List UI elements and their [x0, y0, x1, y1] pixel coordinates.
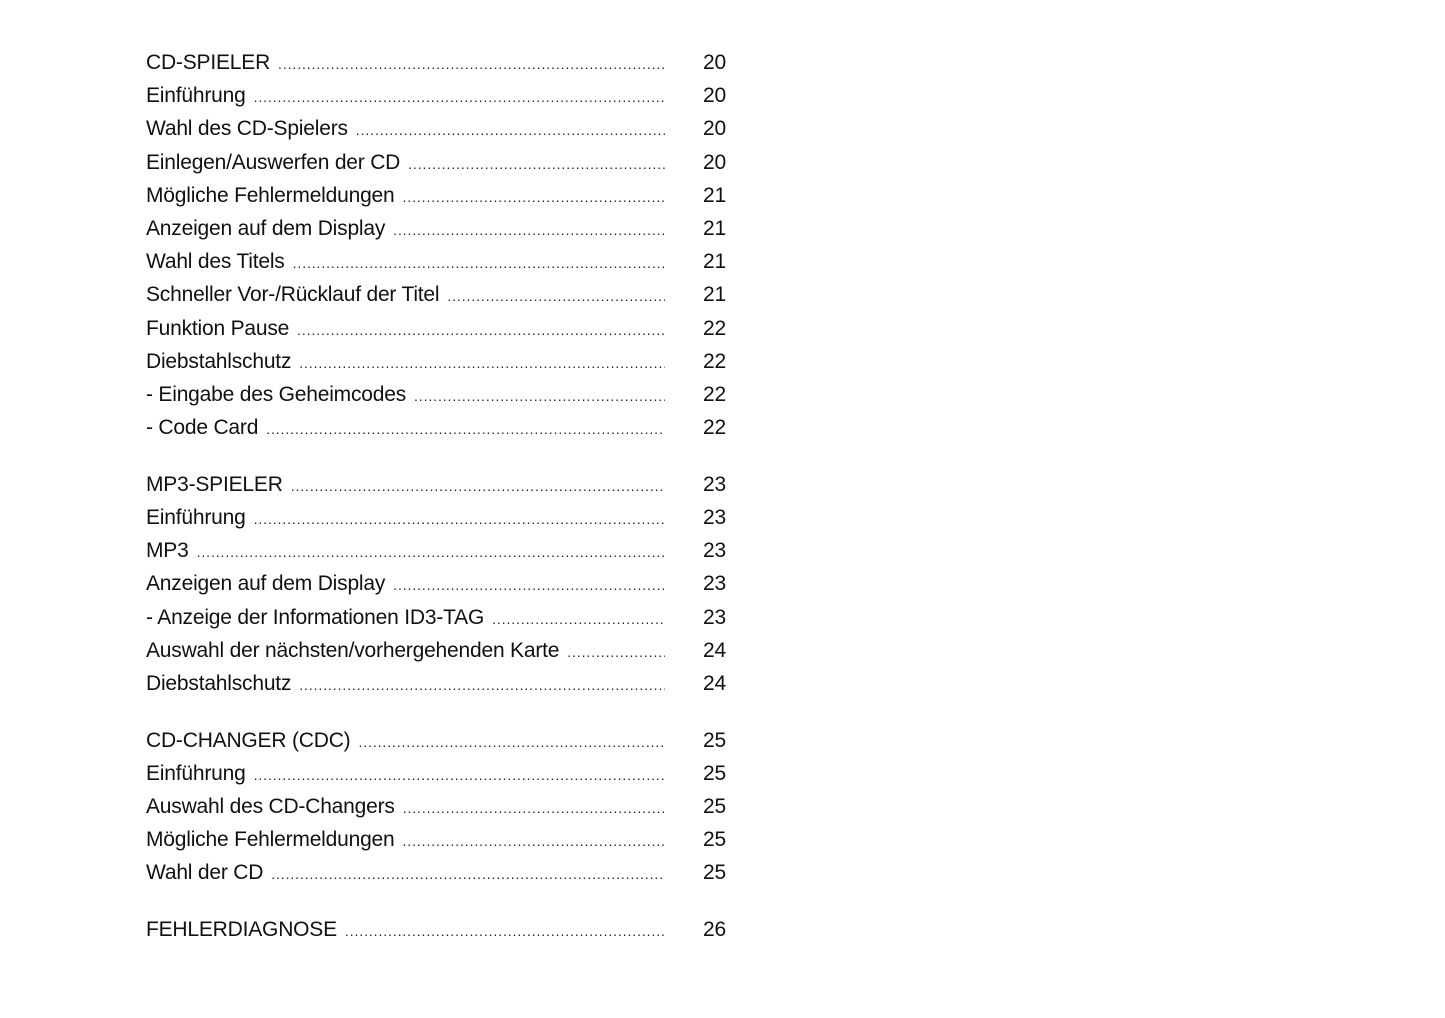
toc-section [146, 913, 726, 946]
dot-leader [414, 380, 665, 413]
toc-entry-page-number: 25 [703, 794, 726, 818]
toc-entry [146, 567, 726, 600]
table-of-contents [146, 46, 726, 946]
toc-entry-page-number: 22 [703, 316, 726, 340]
toc-entry-title: FEHLERDIAGNOSE [146, 918, 337, 941]
dot-leader [567, 636, 665, 669]
toc-entry [146, 345, 726, 378]
toc-entry-page-number: 22 [703, 349, 726, 373]
toc-entry-page-number: 23 [703, 539, 726, 563]
toc-entry-title: Mögliche Fehlermeldungen [146, 828, 395, 852]
toc-entry-title: MP3 [146, 539, 189, 563]
toc-entry-title: Einführung [146, 505, 246, 529]
toc-entry [146, 534, 726, 567]
toc-entry-page-number: 23 [703, 572, 726, 596]
toc-entry-title: Schneller Vor-/Rücklauf der Titel [146, 283, 440, 307]
dot-leader [291, 470, 665, 503]
toc-entry [146, 913, 726, 946]
toc-entry [146, 501, 726, 534]
toc-entry-page-number: 21 [703, 216, 726, 240]
toc-entry-page-number: 25 [703, 728, 726, 752]
dot-leader [403, 825, 665, 858]
dot-leader [403, 792, 665, 825]
toc-section [146, 724, 726, 890]
toc-entry-title: Wahl der CD [146, 861, 264, 885]
dot-leader [278, 48, 665, 81]
toc-entry-title: - Eingabe des Geheimcodes [146, 382, 406, 406]
toc-entry-page-number: 21 [703, 183, 726, 207]
dot-leader [358, 726, 665, 759]
toc-entry-title: Diebstahlschutz [146, 671, 292, 695]
dot-leader [408, 148, 665, 181]
toc-entry-title: Diebstahlschutz [146, 349, 292, 373]
dot-leader [393, 569, 665, 602]
dot-leader [197, 536, 665, 569]
toc-entry-title: - Code Card [146, 416, 259, 440]
toc-entry-page-number: 24 [703, 638, 726, 662]
toc-entry-page-number: 25 [703, 761, 726, 785]
toc-entry-page-number: 23 [703, 605, 726, 629]
toc-entry-page-number: 21 [703, 250, 726, 274]
dot-leader [345, 915, 665, 948]
toc-entry [146, 757, 726, 790]
toc-entry [146, 823, 726, 856]
toc-entry [146, 856, 726, 889]
dot-leader [271, 858, 665, 891]
dot-leader [299, 347, 665, 380]
toc-entry-page-number: 21 [703, 283, 726, 307]
toc-entry [146, 724, 726, 757]
toc-entry-page-number: 22 [703, 382, 726, 406]
toc-entry [146, 790, 726, 823]
toc-entry [146, 411, 726, 444]
toc-entry-title: Wahl des Titels [146, 250, 285, 274]
dot-leader [393, 214, 665, 247]
toc-entry [146, 179, 726, 212]
toc-entry-title: - Anzeige der Informationen ID3-TAG [146, 605, 485, 629]
dot-leader [266, 413, 665, 446]
toc-entry [146, 212, 726, 245]
toc-entry-page-number: 20 [703, 150, 726, 174]
toc-entry-page-number: 20 [703, 117, 726, 141]
toc-entry-title: Einführung [146, 761, 246, 785]
toc-section [146, 468, 726, 700]
toc-entry-page-number: 22 [703, 416, 726, 440]
toc-entry-page-number: 24 [703, 671, 726, 695]
dot-leader [297, 314, 665, 347]
dot-leader [447, 280, 665, 313]
toc-entry [146, 378, 726, 411]
toc-entry-title: Funktion Pause [146, 316, 290, 340]
toc-entry-page-number: 23 [703, 472, 726, 496]
toc-entry [146, 634, 726, 667]
toc-entry [146, 79, 726, 112]
dot-leader [254, 759, 665, 792]
dot-leader [254, 81, 665, 114]
dot-leader [254, 503, 665, 536]
toc-entry-page-number: 25 [703, 828, 726, 852]
toc-entry [146, 667, 726, 700]
toc-entry-title: Einlegen/Auswerfen der CD [146, 150, 401, 174]
dot-leader [356, 114, 665, 147]
toc-entry-page-number: 20 [703, 84, 726, 108]
toc-entry-page-number: 20 [703, 51, 726, 74]
toc-entry [146, 601, 726, 634]
dot-leader [299, 669, 665, 702]
toc-entry-page-number: 26 [703, 918, 726, 941]
toc-entry-title: Auswahl der nächsten/vorhergehenden Karte [146, 638, 560, 662]
toc-entry-title: CD-CHANGER (CDC) [146, 728, 351, 752]
toc-entry-title: Anzeigen auf dem Display [146, 572, 386, 596]
toc-entry-title: Anzeigen auf dem Display [146, 216, 386, 240]
toc-entry-title: Einführung [146, 84, 246, 108]
toc-entry-title: CD-SPIELER [146, 51, 271, 74]
toc-entry [146, 245, 726, 278]
toc-entry-page-number: 23 [703, 505, 726, 529]
toc-entry-page-number: 25 [703, 861, 726, 885]
toc-entry-title: MP3-SPIELER [146, 472, 283, 496]
toc-section [146, 46, 726, 444]
toc-entry-title: Auswahl des CD-Changers [146, 794, 395, 818]
dot-leader [403, 181, 665, 214]
toc-entry [146, 46, 726, 79]
toc-entry [146, 468, 726, 501]
toc-entry [146, 112, 726, 145]
toc-entry [146, 146, 726, 179]
toc-entry-title: Mögliche Fehlermeldungen [146, 183, 395, 207]
dot-leader [492, 603, 665, 636]
dot-leader [293, 247, 665, 280]
toc-entry-title: Wahl des CD-Spielers [146, 117, 348, 141]
toc-entry [146, 278, 726, 311]
toc-entry [146, 312, 726, 345]
